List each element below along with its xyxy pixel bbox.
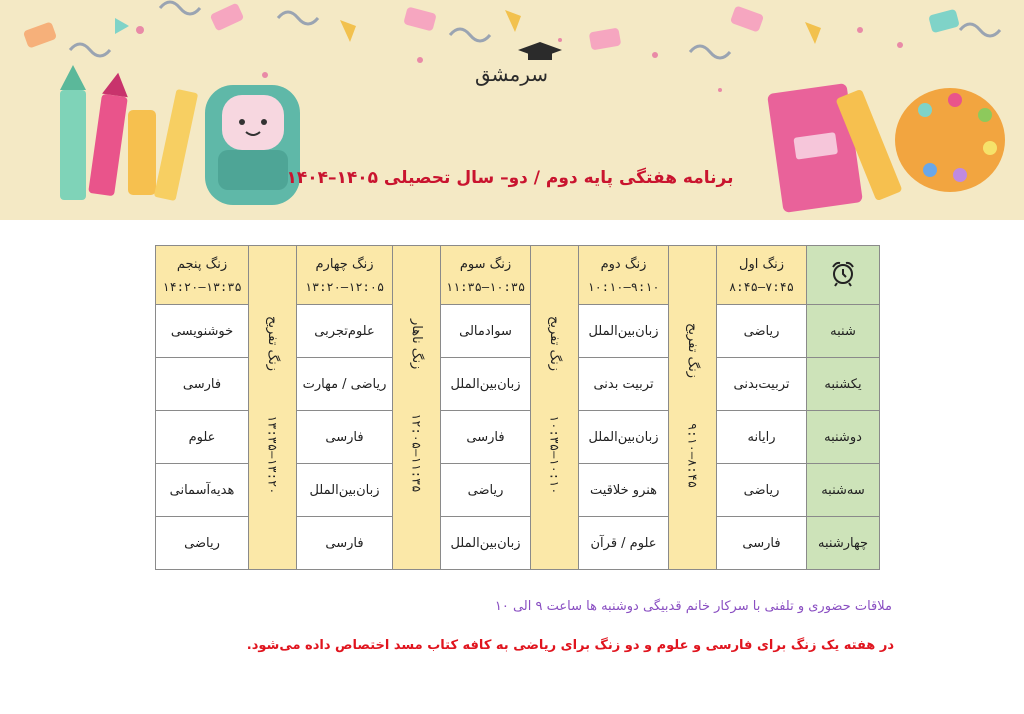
- table-cell: خوشنویسی: [156, 305, 249, 358]
- table-cell: فارسی: [156, 358, 249, 411]
- table-cell: علوم‌تجربی: [297, 305, 393, 358]
- table-cell: تربیت‌بدنی: [717, 358, 807, 411]
- lunch-break-column: زنگ ناهار ۱۱:۳۵–۱۲:۰۵: [393, 246, 441, 570]
- break-2-column: زنگ تفریح ۱۰:۱۰–۱۰:۳۵: [531, 246, 579, 570]
- weekly-schedule-table: [155, 245, 880, 570]
- period-3-header: زنگ سوم ۱۰:۳۵–۱۱:۳۵: [441, 246, 531, 305]
- meeting-note: ملاقات حضوری و تلفنی با سرکار خانم قدبیگی دوشنبه ها ساعت ۹ الی ۱۰: [494, 599, 892, 614]
- table-cell: فارسی: [717, 517, 807, 570]
- alarm-clock-icon: [829, 259, 857, 287]
- table-cell: تربیت بدنی: [579, 358, 669, 411]
- table-cell: علوم: [156, 411, 249, 464]
- school-logo-text: سرمشق: [474, 62, 548, 86]
- period-2-header: زنگ دوم ۹:۱۰–۱۰:۱۰: [579, 246, 669, 305]
- break-3-column: زنگ تفریح ۱۳:۲۰–۱۳:۳۵: [249, 246, 297, 570]
- period-4-header: زنگ چهارم ۱۲:۰۵–۱۳:۲۰: [297, 246, 393, 305]
- table-cell: سوادمالی: [441, 305, 531, 358]
- table-cell: ریاضی: [717, 464, 807, 517]
- period-5-header: زنگ پنجم ۱۳:۳۵–۱۴:۲۰: [156, 246, 249, 305]
- day-saturday: شنبه: [807, 305, 880, 358]
- day-monday: دوشنبه: [807, 411, 880, 464]
- day-sunday: یکشنبه: [807, 358, 880, 411]
- day-wednesday: چهارشنبه: [807, 517, 880, 570]
- page-title: برنامه هفتگی پایه دوم / دو– سال تحصیلی ۱۴۰۵–۱۴۰۴: [286, 168, 734, 188]
- table-cell: فارسی: [297, 411, 393, 464]
- header-banner: [0, 0, 1024, 220]
- table-cell: ریاضی: [156, 517, 249, 570]
- table-cell: هدیه‌آسمانی: [156, 464, 249, 517]
- table-cell: ریاضی: [441, 464, 531, 517]
- table-cell: فارسی: [297, 517, 393, 570]
- table-cell: زبان‌بین‌الملل: [441, 358, 531, 411]
- table-cell: زبان‌بین‌الملل: [579, 305, 669, 358]
- table-cell: رایانه: [717, 411, 807, 464]
- library-note: در هفته یک زنگ برای فارسی و علوم و دو زنگ برای ریاضی به کافه کتاب مسد اختصاص داده می‌شود.: [246, 638, 894, 653]
- day-tuesday: سه‌شنبه: [807, 464, 880, 517]
- table-cell: زبان‌بین‌الملل: [297, 464, 393, 517]
- period-1-header: زنگ اول ۷:۴۵–۸:۴۵: [717, 246, 807, 305]
- table-cell: فارسی: [441, 411, 531, 464]
- table-cell: ریاضی: [717, 305, 807, 358]
- clock-header-cell: [807, 246, 880, 305]
- table-cell: علوم / قرآن: [579, 517, 669, 570]
- table-cell: زبان‌بین‌الملل: [441, 517, 531, 570]
- table-cell: ریاضی / مهارت: [297, 358, 393, 411]
- table-cell: هنرو خلاقیت: [579, 464, 669, 517]
- break-1-column: زنگ تفریح ۸:۴۵–۹:۱۰: [669, 246, 717, 570]
- table-cell: زبان‌بین‌الملل: [579, 411, 669, 464]
